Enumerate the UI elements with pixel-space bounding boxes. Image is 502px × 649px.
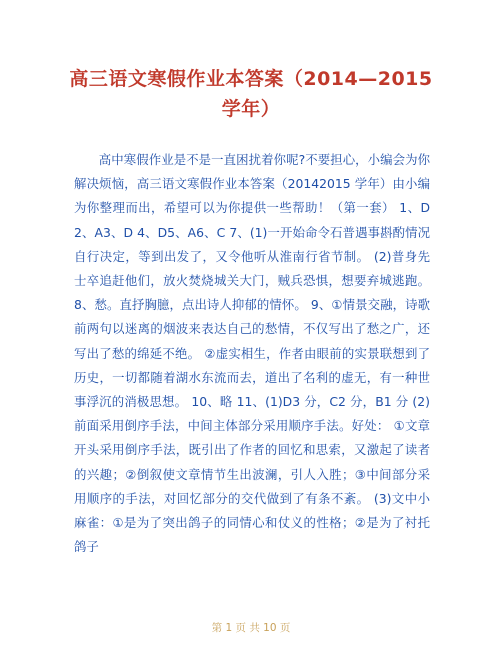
document-title: 高三语文寒假作业本答案（2014—2015 学年） bbox=[69, 68, 433, 120]
document-body: 高中寒假作业是不是一直困扰着你呢?不要担心，小编会为你解决烦恼，高三语文寒假作业本答案（20142015 学年）由小编为你整理而出，希望可以为你提供一些帮助！（第一套） 1、D2、A3、D 4、D5、A6、C 7、(1)一开始命令石普遇事斟酌情况自行决定，等到出发了，又令他听从淮南行省节制。 (2)普身先士卒追赶他们，放火焚烧城关大门，贼兵恐惧，想要弃城逃跑。 8、愁。直抒胸臆，点出诗人抑郁的情怀。 9、①情景交融，诗歌前两句以迷离的烟波来表达自己的愁情，不仅写出了愁之广，还写出了愁的绵延不绝。 ②虚实相生，作者由眼前的实景联想到了历史，一切都随着湖水东流而去，道出了名利的虚无，有一种世事浮沉的消极思想。 10、略 11、(1)D3 分，C2 分，B1 分 (2)前面采用倒序手法，中间主体部分采用顺序手法。好处： ①文章开头采用倒序手法，既引出了作者的回忆和思索，又激起了读者的兴趣；②倒叙使文章情节生出波澜，引人入胜；③中间部分采用顺序的手法，对回忆部分的交代做到了有条不紊。 (3)文中小麻雀：①是为了突出鸽子的同情心和仗义的性格；②是为了衬托鸽子 bbox=[74, 152, 430, 555]
page-footer: 第 1 页 共 10 页 bbox=[211, 622, 291, 634]
